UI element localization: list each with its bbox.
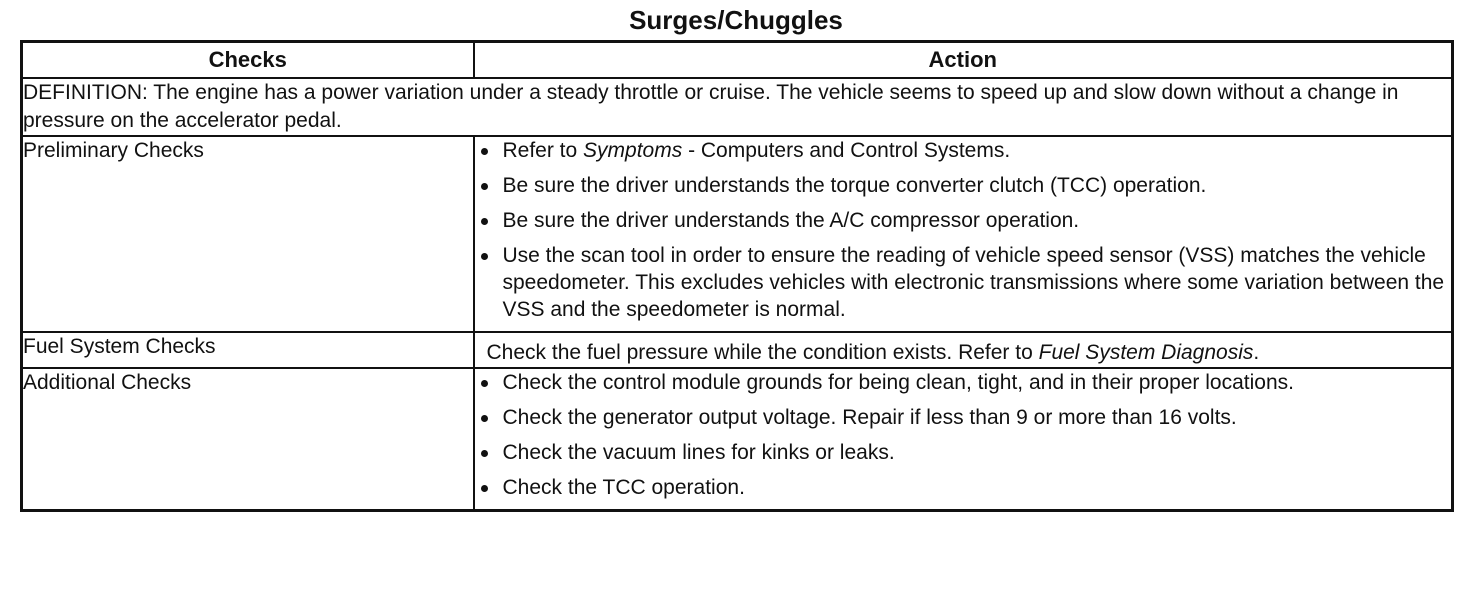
- bullet-list: [475, 369, 1452, 501]
- header-row: [22, 42, 1453, 79]
- list-item: Check the generator output voltage. Repair if less than 9 or more than 16 volts.: [475, 404, 1452, 431]
- list-item: Check the control module grounds for being clean, tight, and in their proper locations.: [475, 369, 1452, 396]
- reference-link-text: Symptoms: [583, 139, 683, 162]
- fuel-system-checks-label: Fuel System Checks: [22, 332, 474, 368]
- list-item: Check the vacuum lines for kinks or leaks.: [475, 439, 1452, 466]
- checks-column-header: Checks: [22, 42, 474, 79]
- page-title: Surges/Chuggles: [629, 5, 843, 35]
- list-item: Use the scan tool in order to ensure the reading of vehicle speed sensor (VSS) matches the vehicle speedometer. This excludes vehicles with electronic transmissions where some variation between the VSS and the speedometer is normal.: [475, 242, 1452, 323]
- list-item: Refer to Symptoms - Computers and Control Systems.: [475, 137, 1452, 164]
- table-row: [22, 136, 1453, 332]
- list-item: Be sure the driver understands the torque converter clutch (TCC) operation.: [475, 172, 1452, 199]
- list-item: Be sure the driver understands the A/C compressor operation.: [475, 207, 1452, 234]
- fuel-system-checks-action: Check the fuel pressure while the condition exists. Refer to Fuel System Diagnosis.: [474, 332, 1453, 368]
- additional-checks-label: Additional Checks: [22, 368, 474, 511]
- bullet-icon: [481, 218, 488, 225]
- bullet-icon: [481, 380, 488, 387]
- preliminary-checks-label: Preliminary Checks: [22, 136, 474, 332]
- table-row: [22, 368, 1453, 511]
- bullet-list: [475, 137, 1452, 323]
- list-item: Check the TCC operation.: [475, 474, 1452, 501]
- definition-row: [22, 78, 1453, 136]
- bullet-icon: [481, 253, 488, 260]
- preliminary-checks-actions: [474, 136, 1453, 332]
- table-row: [22, 332, 1453, 368]
- action-column-header: Action: [474, 42, 1453, 79]
- bullet-icon: [481, 148, 488, 155]
- bullet-icon: [481, 415, 488, 422]
- bullet-icon: [481, 485, 488, 492]
- definition-text: DEFINITION: The engine has a power variation under a steady throttle or cruise. The vehicle seems to speed up and slow down without a change in pressure on the accelerator pedal.: [22, 78, 1453, 136]
- additional-checks-actions: [474, 368, 1453, 511]
- bullet-icon: [481, 183, 488, 190]
- diagnosis-table: [20, 40, 1454, 512]
- bullet-icon: [481, 450, 488, 457]
- reference-link-text: Fuel System Diagnosis: [1038, 341, 1254, 364]
